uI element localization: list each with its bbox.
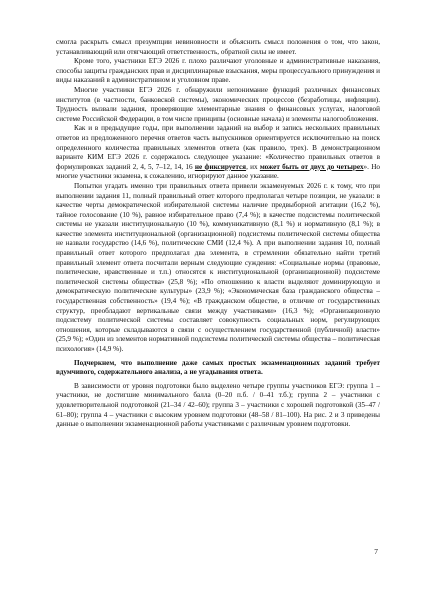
document-body <box>56 38 380 430</box>
underlined-not-fixed: не фиксируется <box>194 162 247 171</box>
paragraph-7: В зависимости от уровня подготовки было выделено четыре группы участников ЕГЭ: группа 1 – участники, не достигшие минимального балла (0–20 п.б. / 0–41 т.б.); группа 2 – участники с удовлетворительной подготовкой (21–34 / 42–60); группа 3 – участники с хорошей подготовкой (35–47 / 61–80); группа 4 – участники с высоким уровнем подготовки (48–58 / 81–100). На рис. 2 и 3 приведены данные о выполнении экзаменационной работы участниками с различным уровнем подготовки. <box>56 381 380 429</box>
emphasis-paragraph: Подчеркнем, что выполнение даже самых простых экзаменационных заданий требует вдумчивого, содержательного анализа, а не угадывания ответа. <box>56 358 380 377</box>
underlined-two-to-four: может быть от двух до четырех <box>259 162 364 171</box>
paragraph-5: Попытки угадать именно три правильных ответа привели экзаменуемых 2026 г. к тому, что при выполнении задания 11, полный правильный ответ которого предполагал четыре позиции, не указали: в качестве черты демократической избирательной системы наличие предвыборной агитации (16,2 %), тайное голосование (10 %), равное избирательное право (7,4 %); в качестве подсистемы политической системы не указали институциональную (10 %), коммуникативную (8,1 %) и нормативную (8,1 %); в качестве элемента институциональной (организационной) подсистемы политической системы общества не назвали государство (14,6 %), политические СМИ (12,4 %). А при выполнении задания 10, полный правильный ответ которого предполагал два элемента, в стремлении обязательно найти третий правильный элемент ответа посчитали верным следующие суждения: «Социальные нормы (правовые, политические, нравственные и т.п.) относятся к институциональной (организационной) подсистеме политической системы общества» (25,8 %); «По отношению к власти выделяют доминирующую и демократическую политические культуры» (23,9 %); «Экономическая база гражданского общества – государственная собственность» (19,4 %); «В гражданском обществе, в отличие от государственных структур, преобладают вертикальные связи между участниками» (16,3 %); «Организационную подсистему политической системы составляет совокупность социальных норм, регулирующих отношения, которые складываются в связи с осуществлением государственной (публичной) власти» (25,9 %); «Один из элементов нормативной подсистемы политической системы общества – политическая психология» (14,9 %). <box>56 181 380 353</box>
page-number: 7 <box>374 547 378 556</box>
paragraph-4-mid: , их <box>246 162 260 171</box>
paragraph-4-tail: ». Но многие участники экзамена, к сожалению, игнорируют данное указание. <box>56 162 380 181</box>
paragraph-2: Кроме того, участники ЕГЭ 2026 г. плохо различают уголовные и административные наказания, способы защиты гражданских прав и дисциплинарные взыскания, меры процессуального принуждения и виды наказаний в административном и уголовном праве. <box>56 57 381 85</box>
paragraph-4-text: Как и в предыдущие годы, при выполнении заданий на выбор и запись нескольких правильных ответов из предложенного перечня ответов часть выпускников ориентируется исключительно на поиск определенного количества правильных элементов ответа (как правило, трех). В демонстрационном варианте КИМ ЕГЭ 2026 г. содержалось следующее указание: «Количество правильных ответов в формулировках заданий 2, 4, 5, 7–12, 14, 16 <box>56 124 380 171</box>
paragraph-3: Многие участники ЕГЭ 2026 г. обнаружили непонимание функций различных финансовых институтов (в частности, банковской системы), экономических процессов (безработицы, инфляции). Трудность вызвали задания, проверяющие элементарные знания о финансовых услугах, налоговой системе Российской Федерации, в том числе принципы (основные начала) и элементы налогообложения. <box>56 85 380 123</box>
paragraph-1: смогла раскрыть смысл презумпции невиновности и объяснить смысл положения о том, что закон, устанавливающий или отягчающий ответственность, обратной силы не имеет. <box>56 38 380 56</box>
paragraph-4 <box>56 124 380 182</box>
